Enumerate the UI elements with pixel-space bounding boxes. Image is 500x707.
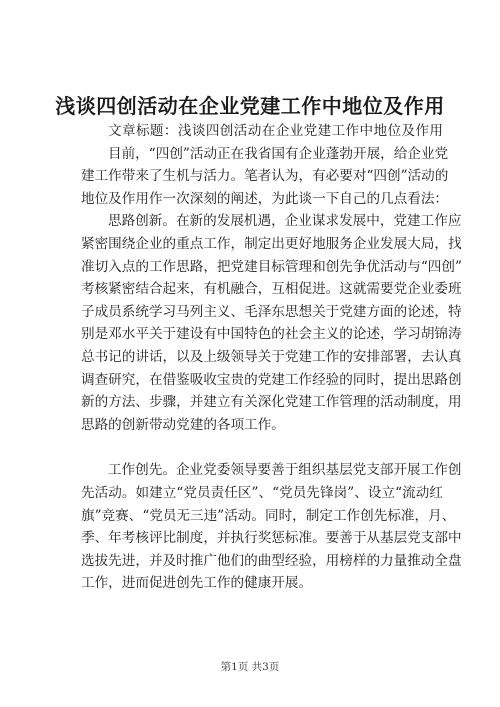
paragraph-line: 准切入点的工作思路，把党建目标管理和创先争优活动与“四创”: [81, 258, 462, 275]
paragraph-line: 选拔先进，并及时推广他们的曲型经验，用榜样的力量推动全盘: [81, 552, 462, 569]
thinking-innovation-paragraph: [81, 210, 462, 436]
document-body: [81, 120, 462, 595]
page-footer: 第1页 共3页: [220, 661, 280, 673]
paragraph-gap: [81, 436, 443, 459]
paragraph-line: 目前，“四创”活动正在我省国有企业蓬勃开展，给企业党: [108, 145, 449, 162]
paragraph-line: 考核紧密结合起来，有机融合，互相促进。这就需要党企业委班: [81, 281, 462, 298]
paragraph-line: 旗”竞赛、“党员无三违”活动。同时，制定工作创先标准，月、: [81, 507, 456, 524]
paragraph-line: 调查研究，在借鉴吸收宝贵的党建工作经验的同时，提出思路创: [81, 371, 462, 388]
paragraph-line: 地位及作用作一次深刻的阐述，为此谈一下自己的几点看法：: [81, 190, 449, 207]
work-innovation-paragraph: [81, 459, 462, 595]
paragraph-line: 思路的创新带动党建的各项工作。: [81, 416, 285, 433]
paragraph-line: 新的方法、步骤，并建立有关深化党建工作管理的活动制度，用: [81, 394, 462, 411]
paragraph-line: 工作，进而促进创先工作的健康开展。: [81, 575, 313, 592]
paragraph-line: 紧密围绕企业的重点工作，制定出更好地服务企业发展大局，找: [81, 235, 462, 252]
paragraph-line: 先活动。如建立“党员责任区”、“党员先锋岗”、设立“流动红: [81, 484, 443, 501]
paragraph-line: 别是邓水平关于建设有中国特色的社会主义的论述，学习胡锦涛: [81, 326, 462, 343]
paragraph-line: 总书记的讲话，以及上级领导关于党建工作的安排部署，去认真: [81, 348, 462, 365]
intro-paragraph: [81, 143, 449, 211]
paragraph-line: 工作创先。企业党委领导要善于组织基层党支部开展工作创: [108, 462, 462, 479]
paragraph-line: 建工作带来了生机与活力。笔者认为，有必要对“四创”活动的: [81, 168, 449, 185]
subtitle-line: 文章标题：浅谈四创活动在企业党建工作中地位及作用: [108, 123, 443, 139]
paragraph-line: 思路创新。在新的发展机遇，企业谋求发展中，党建工作应: [108, 213, 462, 230]
document-title: 浅谈四创活动在企业党建工作中地位及作用: [55, 94, 445, 118]
paragraph-line: 子成员系统学习马列主义、毛泽东思想关于党建方面的论述，特: [81, 303, 462, 320]
paragraph-line: 季、年考核评比制度，并执行奖惩标准。要善于从基层党支部中: [81, 530, 462, 547]
